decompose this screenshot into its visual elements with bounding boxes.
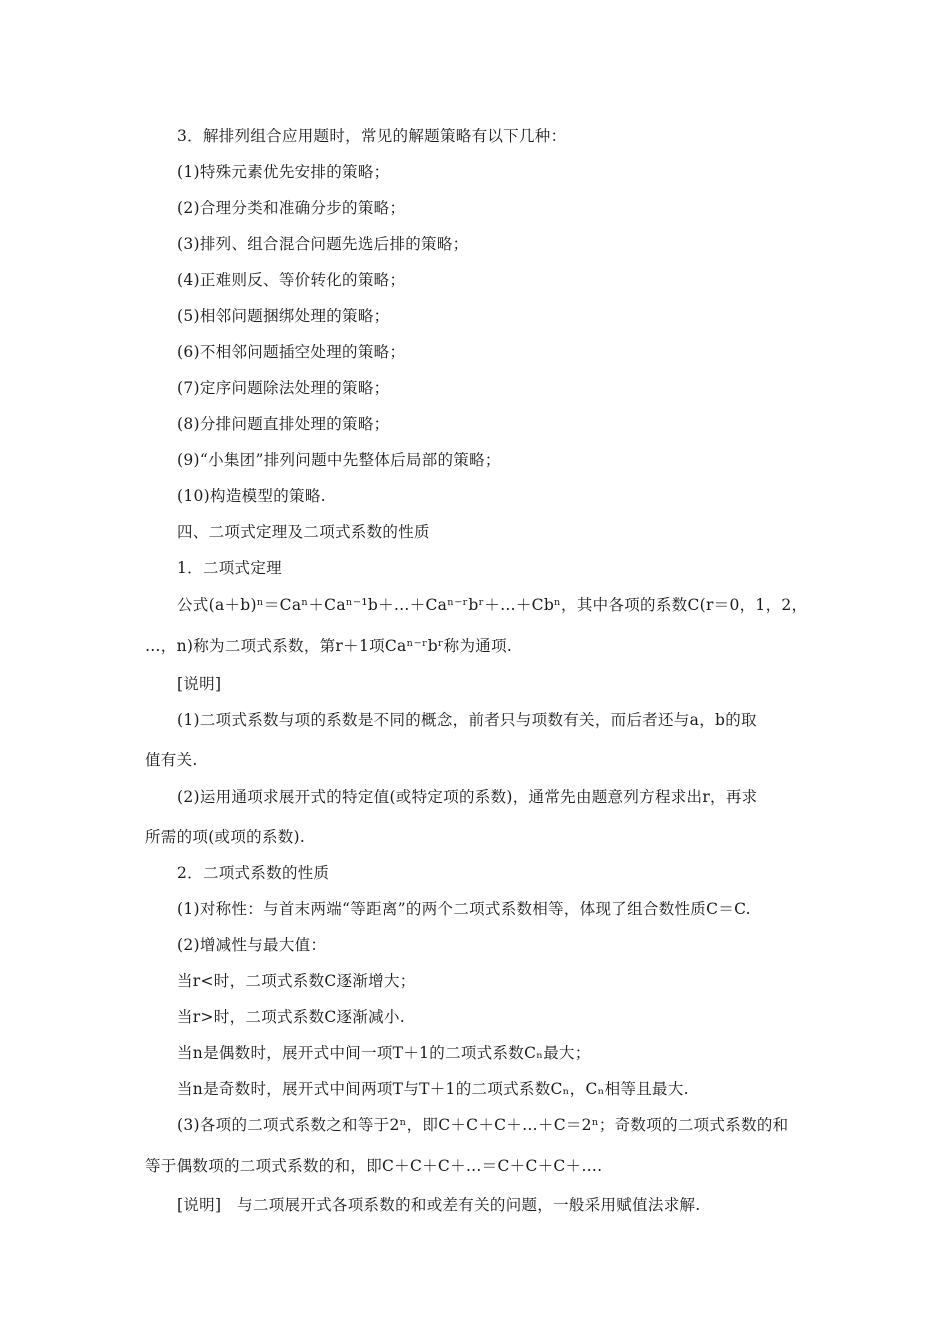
subsection-2-heading: 2．二项式系数的性质: [177, 864, 330, 882]
property-monotonicity-c: 当n是偶数时，展开式中间一项T＋1的二项式系数Cₙ最大；: [177, 1044, 591, 1062]
strategy-item: (9)“小集团”排列问题中先整体后局部的策略；: [177, 451, 501, 469]
note-2-line-2: 所需的项(或项的系数).: [145, 828, 306, 846]
note-2-line-1: (2)运用通项求展开式的特定值(或特定项的系数)，通常先由题意列方程求出r，再求: [177, 788, 758, 806]
final-note: [说明] 与二项展开式各项系数的和或差有关的问题，一般采用赋值法求解.: [177, 1196, 701, 1214]
section-3-heading: 3．解排列组合应用题时，常见的解题策略有以下几种：: [177, 127, 567, 145]
property-monotonicity: (2)增减性与最大值：: [177, 936, 327, 954]
strategy-item: (5)相邻问题捆绑处理的策略；: [177, 307, 390, 325]
property-monotonicity-a: 当r<时，二项式系数C逐渐增大；: [177, 972, 416, 990]
strategy-item: (10)构造模型的策略.: [177, 487, 326, 505]
strategy-item: (8)分排问题直排处理的策略；: [177, 415, 390, 433]
strategy-item: (2)合理分类和准确分步的策略；: [177, 199, 406, 217]
strategy-item: (1)特殊元素优先安排的策略；: [177, 163, 390, 181]
property-monotonicity-d: 当n是奇数时，展开式中间两项T与T＋1的二项式系数Cₙ，Cₙ相等且最大.: [177, 1080, 689, 1098]
strategy-item: (4)正难则反、等价转化的策略；: [177, 271, 406, 289]
binomial-formula-line-1: 公式(a＋b)ⁿ＝Caⁿ＋Caⁿ⁻¹b＋…＋Caⁿ⁻ʳbʳ＋…＋Cbⁿ，其中各项的系数C(r＝0，1，2，: [177, 596, 808, 614]
strategy-item: (6)不相邻问题插空处理的策略；: [177, 343, 406, 361]
property-symmetry: (1)对称性：与首末两端“等距离”的两个二项式系数相等，体现了组合数性质C＝C.: [177, 900, 751, 918]
property-monotonicity-b: 当r>时，二项式系数C逐渐减小.: [177, 1008, 405, 1026]
subsection-1-heading: 1．二项式定理: [177, 559, 282, 577]
property-sum-line-2: 等于偶数项的二项式系数的和，即C＋C＋C＋…＝C＋C＋C＋….: [145, 1157, 603, 1175]
note-label: [说明]: [177, 675, 222, 693]
note-1-line-2: 值有关.: [145, 751, 198, 769]
note-1-line-1: (1)二项式系数与项的系数是不同的概念，前者只与项数有关，而后者还与a，b的取: [177, 711, 757, 729]
part-4-title: 四、二项式定理及二项式系数的性质: [177, 523, 430, 541]
strategy-item: (3)排列、组合混合问题先选后排的策略；: [177, 235, 469, 253]
property-sum-line-1: (3)各项的二项式系数之和等于2ⁿ，即C＋C＋C＋…＋C＝2ⁿ；奇数项的二项式系数的和: [177, 1116, 789, 1134]
binomial-formula-line-2: …，n)称为二项式系数，第r＋1项Caⁿ⁻ʳbʳ称为通项.: [145, 637, 513, 655]
strategy-item: (7)定序问题除法处理的策略；: [177, 379, 390, 397]
